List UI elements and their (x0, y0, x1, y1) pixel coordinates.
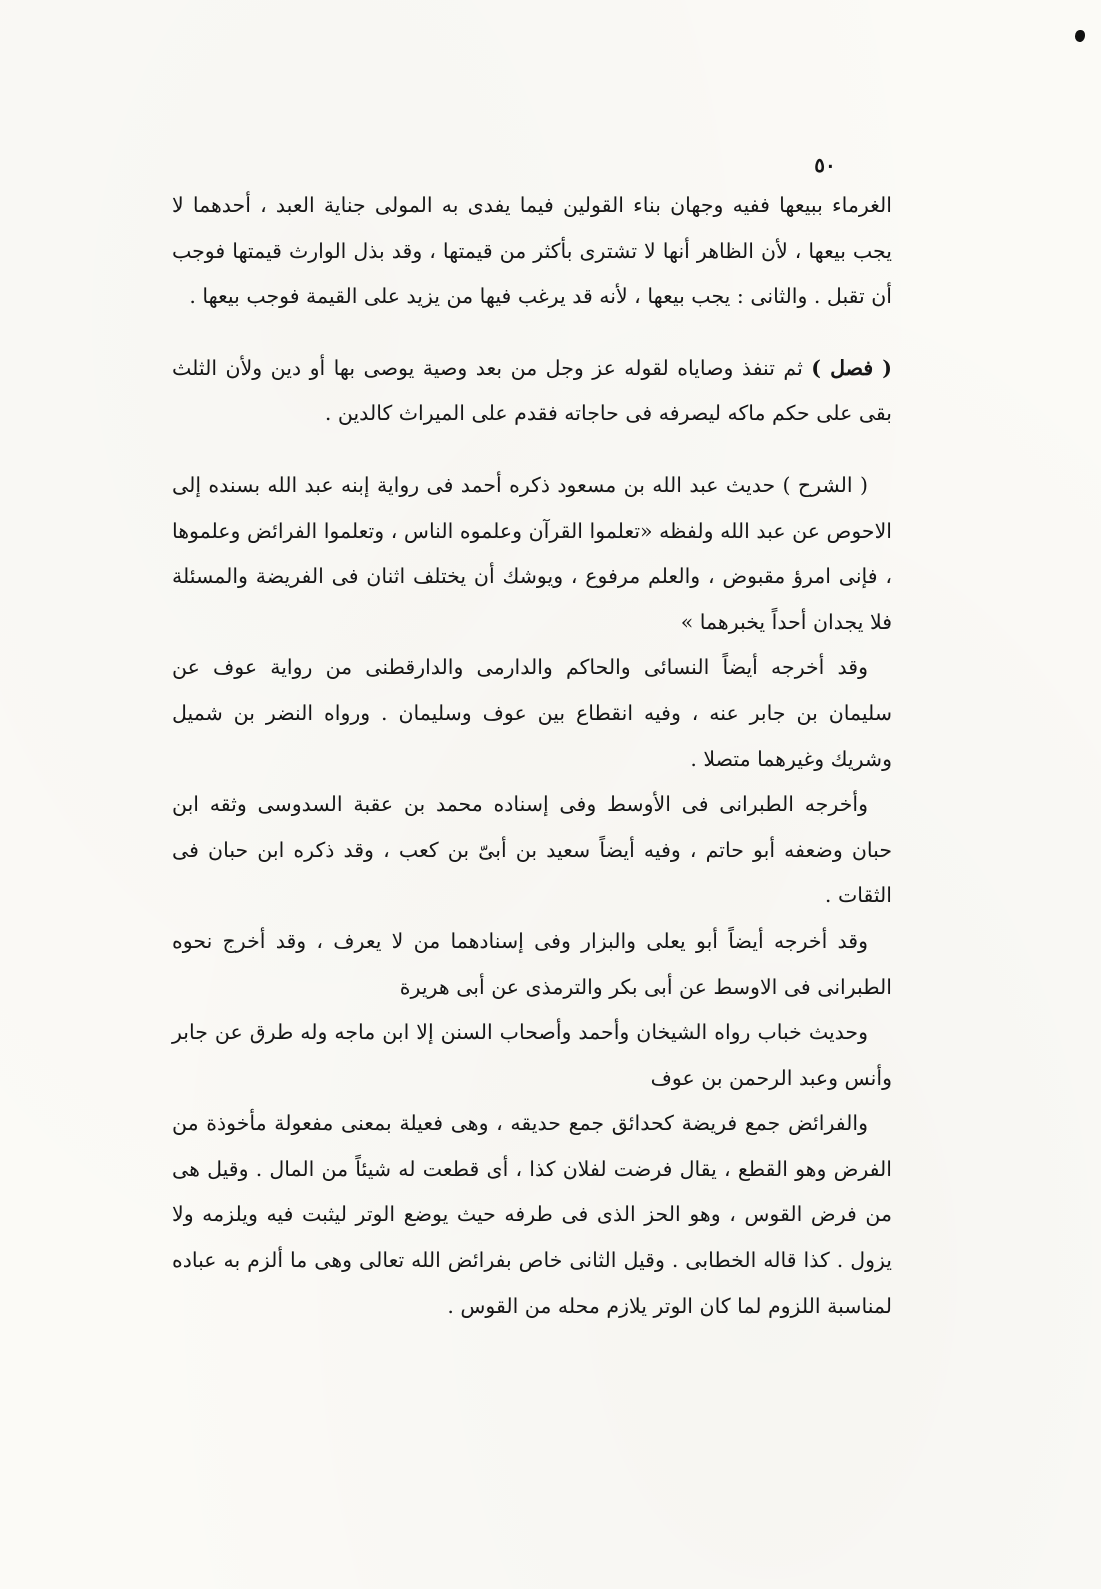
paragraph-takhrij-nasai: وقد أخرجه أيضاً النسائى والحاكم والدارمى والدارقطنى من رواية عوف عن سليمان بن جابر عنه ، وفيه انقطاع بين عوف وسليمان . ورواه النضر بن شميل وشريك وغيرهما متصلا . (172, 655, 892, 771)
ink-blot-mark (1075, 30, 1085, 42)
body-text (172, 183, 892, 1329)
paragraph-continuation: الغرماء ببيعها ففيه وجهان بناء القولين فيما يفدى به المولى جناية العبد ، أحدهما لا يجب بيعها ، لأن الظاهر أنها لا تشترى بأكثر من قيمتها ، وقد بذل الوارث قيمتها فوجب أن تقبل . والثانى : يجب بيعها ، لأنه قد يرغب فيها من يزيد على القيمة فوجب بيعها . (172, 193, 892, 309)
fasl-heading: ( فصل ) (811, 355, 892, 380)
paragraph-takhrij-tabarani: وأخرجه الطبرانى فى الأوسط وفى إسناده محمد بن عقبة السدوسى وثقه ابن حبان وضعفه أبو حاتم ، وفيه أيضاً سعيد بن أبىّ بن كعب ، وقد ذكره ابن حبان فى الثقات . (172, 792, 892, 908)
paragraph-fasl (172, 346, 892, 437)
paragraph-sharh (172, 463, 892, 645)
sharh-text: حديث عبد الله بن مسعود ذكره أحمد فى رواية إبنه عبد الله بسنده إلى الاحوص عن عبد الله ولفظه «تعلموا القرآن وعلموه الناس ، وتعلموا الفرائض وعلموها ، فإنى امرؤ مقبوض ، والعلم مرفوع ، ويوشك أن يختلف اثنان فى الفريضة والمسئلة فلا يجدان أحداً يخبرهما » (172, 472, 892, 634)
sharh-heading: ( الشرح ) (782, 472, 868, 497)
paragraph-faraid-definition: والفرائض جمع فريضة كحدائق جمع حديقه ، وهى فعيلة بمعنى مفعولة مأخوذة من الفرض وهو القطع ، يقال فرضت لفلان كذا ، أى قطعت له شيئاً من المال . وقيل هى من فرض القوس ، وهو الحز الذى فى طرفه حيث يوضع الوتر ليثبت فيه ويلزمه ولا يزول . كذا قاله الخطابى . وقيل الثانى خاص بفرائض الله تعالى وهى ما ألزم به عباده لمناسبة اللزوم لما كان الوتر يلازم محله من القوس . (172, 1111, 892, 1318)
fasl-text: ثم تنفذ وصاياه لقوله عز وجل من بعد وصية يوصى بها أو دين ولأن الثلث بقى على حكم ماكه ليصرفه فى حاجاته فقدم على الميراث كالدين . (172, 355, 892, 426)
paragraph-takhrij-abu-yala: وقد أخرجه أيضاً أبو يعلى والبزار وفى إسنادهما من لا يعرف ، وقد أخرج نحوه الطبرانى فى الاوسط عن أبى بكر والترمذى عن أبى هريرة (172, 928, 892, 999)
paragraph-hadith-khabbab: وحديث خباب رواه الشيخان وأحمد وأصحاب السنن إلا ابن ماجه وله طرق عن جابر وأنس وعبد الرحمن بن عوف (172, 1020, 892, 1090)
page-number: ٥٠ (814, 153, 836, 177)
